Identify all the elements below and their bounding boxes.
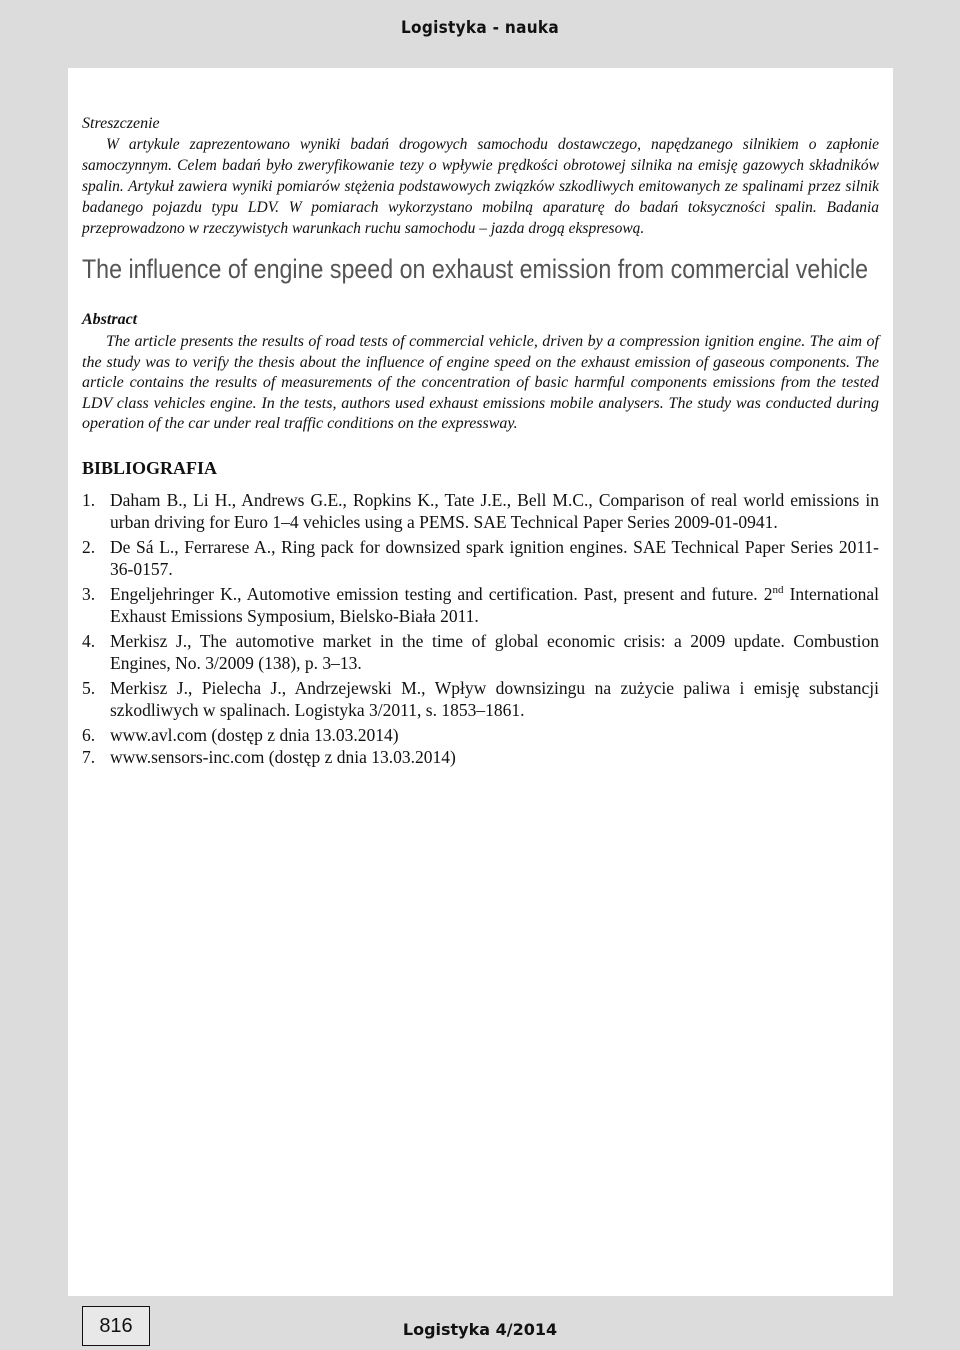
bibliography-item bbox=[82, 536, 879, 581]
bibliography-item-number: 2. bbox=[82, 536, 96, 557]
bibliography-item bbox=[82, 630, 879, 675]
bibliography-item-number: 5. bbox=[82, 677, 96, 698]
bibliography-item-number: 1. bbox=[82, 489, 96, 510]
abstract-body: The article presents the results of road tests of commercial vehicle, driven by a compression ignition engine. The aim of the study was to verify the thesis about the influence of engine speed on the exhaust emission of gaseous components. The article contains the results of measurements of the concentration of basic harmful components emissions from the tested LDV class vehicles engine. In the tests, authors used exhaust emissions mobile analysers. The study was conducted during operation of the car under real traffic conditions on the expressway. bbox=[82, 333, 879, 432]
bibliography-heading: BIBLIOGRAFIA bbox=[82, 457, 218, 478]
bibliography-item-text bbox=[110, 583, 879, 628]
bibliography-item-number: 4. bbox=[82, 630, 96, 651]
bibliography-item-text: De Sá L., Ferrarese A., Ring pack for downsized spark ignition engines. SAE Technical Paper Series 2011-36-0157. bbox=[110, 536, 879, 579]
running-header: Logistyka - nauka bbox=[401, 18, 559, 38]
bibliography-item-text: Daham B., Li H., Andrews G.E., Ropkins K., Tate J.E., Bell M.C., Comparison of real world emissions in urban driving for Euro 1–4 vehicles using a PEMS. SAE Technical Paper Series 2009-01-0941. bbox=[110, 489, 879, 532]
page-number: 816 bbox=[99, 1314, 133, 1337]
bibliography-item-text-a: Engeljehringer K., Automotive emission testing and certification. Past, present and future. 2 bbox=[110, 583, 773, 604]
streszczenie-body: W artykule zaprezentowano wyniki badań drogowych samochodu dostawczego, napędzanego silnikiem o zapłonie samoczynnym. Celem badań było zweryfikowanie tezy o wpływie prędkości obrotowej silnika na emisję gazowych składników spalin. Artykuł zawiera wyniki pomiarów stężenia podstawowych związków szkodliwych emitowanych ze spalinami przez silnik badanego pojazdu typu LDV. W pomiarach wykorzystano mobilną aparaturę do badań toksyczności spalin. Badania przeprowadzono w rzeczywistych warunkach ruchu samochodu – jazda drogą ekspresową. bbox=[82, 136, 879, 237]
running-footer: Logistyka 4/2014 bbox=[402, 1320, 558, 1339]
bibliography-item bbox=[82, 583, 879, 628]
bibliography-item bbox=[82, 746, 879, 769]
bibliography-item bbox=[82, 724, 879, 747]
bibliography-item-number: 3. bbox=[82, 583, 96, 604]
page-content bbox=[82, 114, 879, 769]
bibliography-list bbox=[82, 489, 879, 769]
bibliography-item-link[interactable]: www.avl.com (dostęp z dnia 13.03.2014) bbox=[110, 724, 399, 745]
bibliography-item-link[interactable]: www.sensors-inc.com (dostęp z dnia 13.03.2014) bbox=[110, 747, 456, 767]
bibliography-item-text-b: International Exhaust Emissions Symposium, Bielsko-Biała 2011. bbox=[110, 583, 879, 626]
bibliography-item bbox=[82, 677, 879, 722]
streszczenie-heading: Streszczenie bbox=[82, 115, 160, 132]
bibliography-item-text: Merkisz J., Pielecha J., Andrzejewski M., Wpływ downsizingu na zużycie paliwa i emisję substancji szkodliwych w spalinach. Logistyka 3/2011, s. 1853–1861. bbox=[110, 677, 879, 720]
bibliography-item-number: 6. bbox=[82, 724, 96, 745]
bibliography-item-number: 7. bbox=[82, 747, 96, 767]
bibliography-item bbox=[82, 489, 879, 534]
page-sheet bbox=[68, 68, 893, 1296]
abstract-heading: Abstract bbox=[82, 311, 138, 328]
ordinal-suffix: nd bbox=[772, 583, 784, 596]
article-title: The influence of engine speed on exhaust emission from commercial vehicle bbox=[82, 254, 869, 284]
bibliography-item-text: Merkisz J., The automotive market in the time of global economic crisis: a 2009 update. Combustion Engines, No. 3/2009 (138), p. 3–13. bbox=[110, 630, 879, 673]
